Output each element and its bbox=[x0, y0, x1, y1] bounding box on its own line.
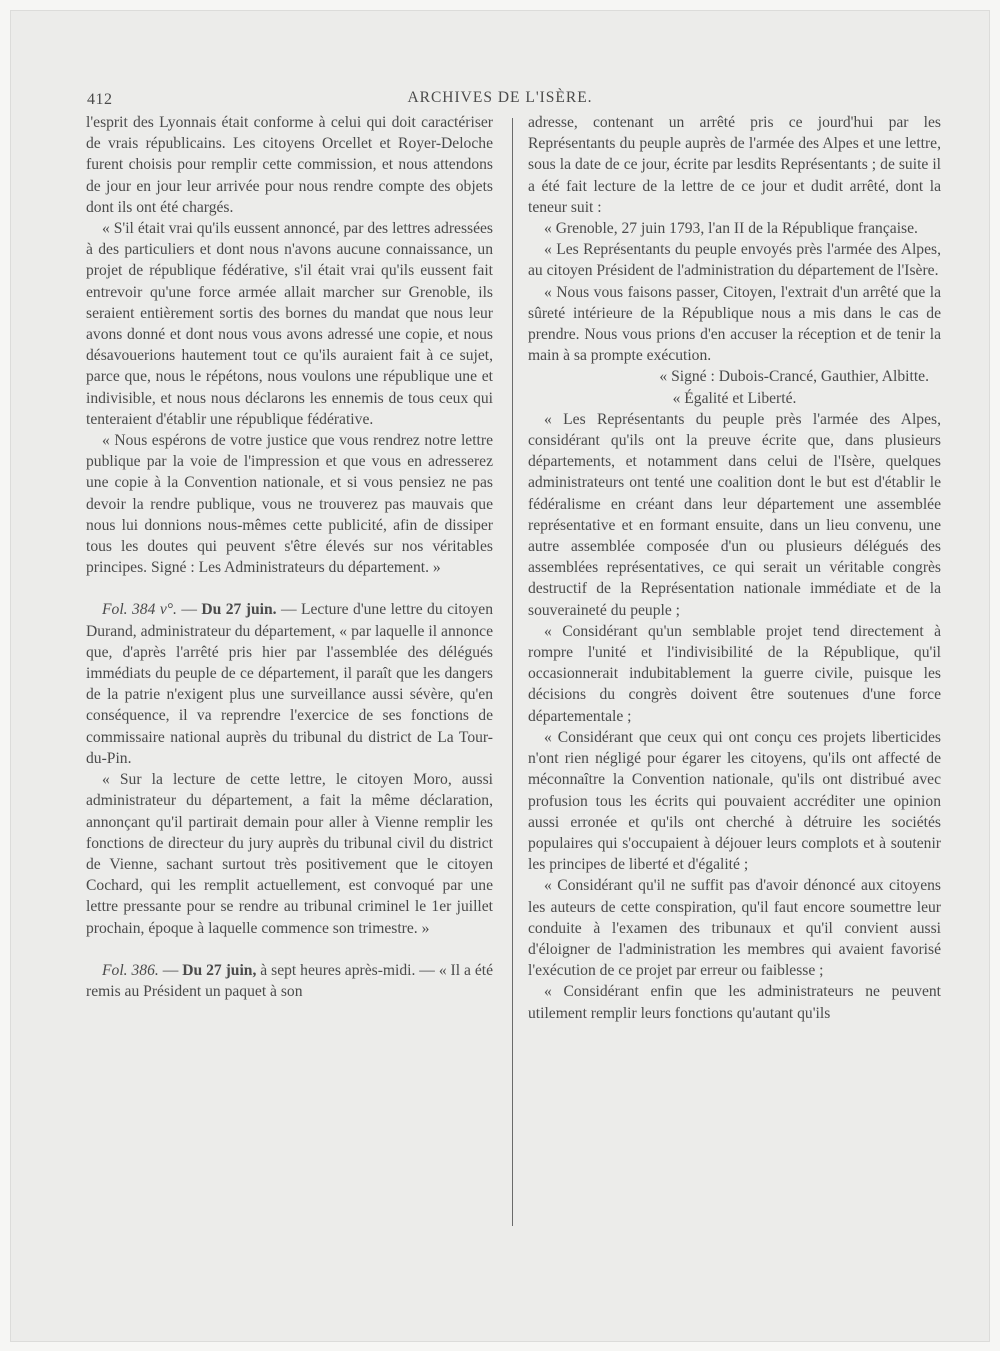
folio-entry bbox=[86, 599, 493, 769]
paragraph: l'esprit des Lyonnais était conforme à celui qui doit caractériser de vrais républicains. Les citoyens Orcellet et Royer-Deloche furent choisis pour remplir cette commission, et nous attendons de jour en jour leur arrivée pour nous rendre compte des objets dont ils ont été chargés. bbox=[86, 114, 493, 216]
column-divider bbox=[512, 118, 513, 1226]
motto-line: « Égalité et Liberté. bbox=[672, 389, 797, 407]
entry-date: Du 27 juin, bbox=[182, 961, 257, 979]
left-column bbox=[86, 112, 493, 1002]
folio-entry bbox=[86, 960, 493, 1002]
paragraph: « Les Représentants du peuple envoyés près l'armée des Alpes, au citoyen Président de l'administration du département de l'Isère. bbox=[528, 241, 941, 280]
paragraph: « Sur la lecture de cette lettre, le citoyen Moro, aussi administrateur du département, a fait la même déclaration, annonçant qu'il partirait demain pour aller à Vienne remplir les fonctions de directeur du jury auprès du tribunal civil du district de Vienne, sachant surtout très positivement que le citoyen Cochard, qui les remplit actuellement, est convoqué par une lettre pressante pour se rendre au tribunal criminel le 1er juillet prochain, époque à laquelle commence son trimestre. » bbox=[86, 771, 493, 937]
paragraph: adresse, contenant un arrêté pris ce jourd'hui par les Représentants du peuple auprès de l'armée des Alpes et une lettre, sous la date de ce jour, écrite par lesdits Représentants ; de suite il a été fait lecture de la lettre de ce jour et dudit arrêté, dont la teneur suit : bbox=[528, 114, 941, 216]
folio-reference: Fol. 386. bbox=[102, 961, 159, 979]
entry-date: Du 27 juin. bbox=[201, 601, 277, 619]
paragraph: « Considérant enfin que les administrateurs ne peuvent utilement remplir leurs fonctions qu'autant qu'ils bbox=[528, 983, 941, 1022]
folio-reference: Fol. 384 v°. bbox=[102, 601, 177, 619]
separator: — bbox=[158, 961, 183, 979]
page-number: 412 bbox=[87, 91, 113, 108]
running-title: ARCHIVES DE L'ISÈRE. bbox=[407, 89, 593, 106]
separator: — bbox=[276, 601, 301, 619]
entry-text: à sept heures après-midi. — « Il a été remis au Président un paquet à son bbox=[86, 961, 494, 1000]
paragraph: « Considérant qu'un semblable projet tend directement à rompre l'unité et l'indivisibilité de la République, qu'il occasionnerait indubitablement la guerre civile, puisque les décisions du congrès doivent être soutenues d'une force départementale ; bbox=[528, 622, 941, 725]
paragraph: « Grenoble, 27 juin 1793, l'an II de la République française. bbox=[544, 220, 918, 238]
signature-line: « Signé : Dubois-Crancé, Gauthier, Albitte. bbox=[659, 368, 929, 386]
paragraph: « S'il était vrai qu'ils eussent annoncé, par des lettres adressées à des particuliers et dont nous n'avons aucune connaissance, un projet de république fédérative, s'il était vrai qu'ils eussent fait entrevoir qu'une force armée allait marcher sur Grenoble, ils seraient entièrement sortis des bornes du mandat que nous leur avons donné et dont nous vous avons adressé une copie, et nous désavouerions hautement tout ce qu'ils auraient fait à ce sujet, parce que, nous le répétons, nous voulons une république une et indivisible, et nous nous déclarons les ennemis de tous ceux qui tenteraient d'établir une république fédérative. bbox=[86, 220, 493, 428]
paragraph: « Nous espérons de votre justice que vous rendrez notre lettre publique par la voie de l'impression et que vous en adresserez une copie à la Convention nationale, et si vous pensiez ne pas devoir la rendre publique, vous ne trouverez pas mauvais que nous lui donnions nous-mêmes cette publicité, afin de dissiper tous les doutes qui peuvent s'être élevés sur nos véritables principes. Signé : Les Administrateurs du département. » bbox=[86, 432, 493, 577]
right-column bbox=[528, 112, 941, 1024]
paragraph: « Les Représentants du peuple près l'armée des Alpes, considérant qu'ils ont la preuve écrite que, dans plusieurs départements, et notamment dans celui de l'Isère, quelques administrateurs ont tenté une coalition dont le but est d'établir le fédéralisme en créant dans leur département une assemblée représentative et en formant ensuite, dans un lieu convenu, une autre assemblée composée d'un ou plusieurs délégués des assemblées représentatives, ce qui serait un véritable congrès destructif de la Représentation nationale immédiate et de la souveraineté du peuple ; bbox=[528, 410, 941, 619]
paragraph: « Nous vous faisons passer, Citoyen, l'extrait d'un arrêté que la sûreté intérieure de la République nous a mis dans le cas de prendre. Nous vous prions d'en accuser la réception et de tenir la main à sa prompte exécution. bbox=[528, 283, 941, 365]
separator: — bbox=[176, 601, 202, 619]
paragraph: « Considérant qu'il ne suffit pas d'avoir dénoncé aux citoyens les auteurs de cette conspiration, qu'il faut encore soumettre leur conduite à l'examen des tribunaux et qu'il convient aussi d'éloigner de l'administration les membres qui avaient favorisé l'exécution de ce projet par erreur ou faiblesse ; bbox=[528, 877, 941, 980]
paragraph: « Considérant que ceux qui ont conçu ces projets liberticides n'ont rien négligé pour égarer les citoyens, qu'ils ont affecté de méconnaître la Convention nationale, qu'ils ont distribué avec profusion tous les écrits qui pouvaient accréditer une opinion aussi erronée et qu'ils ont cherché à détruire les sociétés populaires qui s'occupaient à déjouer leurs complots et à soutenir les principes de liberté et d'égalité ; bbox=[528, 728, 941, 874]
entry-text: Lecture d'une lettre du citoyen Durand, administrateur du département, « par laquelle il annonce que, d'après l'arrêté pris hier par l'assemblée des délégués immédiats du peuple de ce département, il paraît que les dangers de la patrie n'exigent plus une surveillance aussi sévère, qu'en conséquence, il va reprendre l'exercice de ses fonctions de commissaire national auprès du tribunal du district de La Tour-du-Pin. bbox=[86, 601, 493, 767]
